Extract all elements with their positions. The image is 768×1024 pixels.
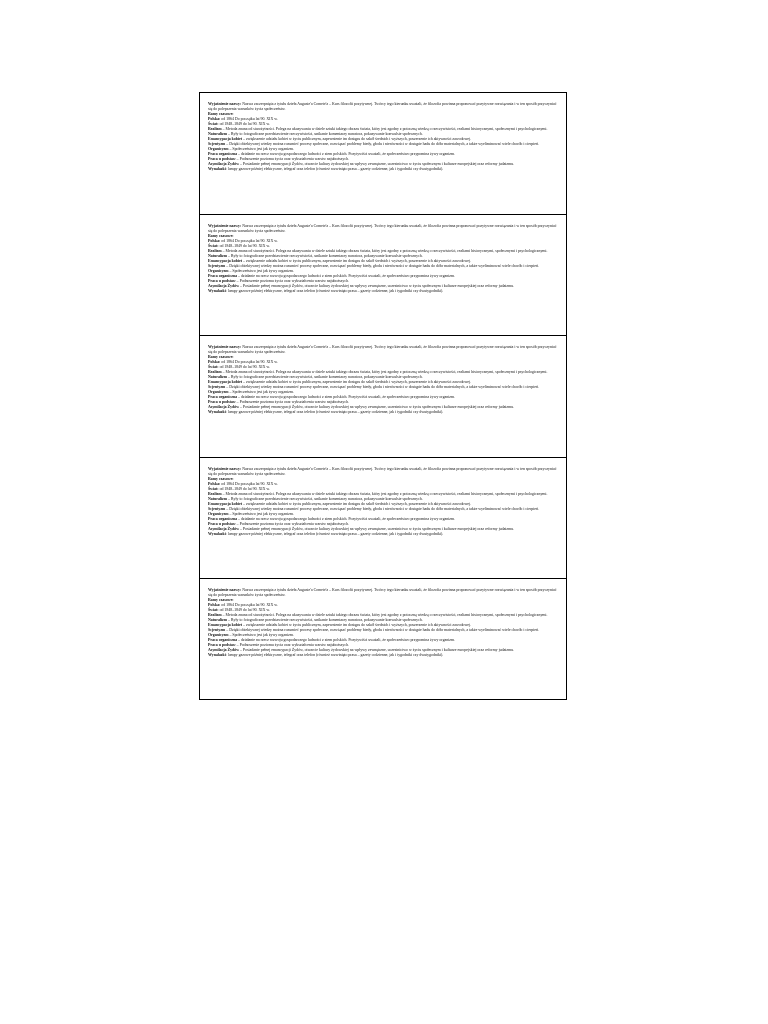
note-definition: – działanie na rzecz rozwoju gospodarczego ludności z ziem polskich. Pozytywiści uważali, że społeczeństwo przypomina żywy organizm. bbox=[237, 516, 456, 521]
note-term: Świat: bbox=[208, 486, 219, 491]
note-definition: – Podnoszenie poziomu życia oraz wykształcenia warstw najuboższych. bbox=[235, 278, 350, 283]
note-term: Polska: bbox=[208, 481, 221, 486]
note-term: Realizm bbox=[208, 370, 222, 375]
note-term: Praca u podstaw bbox=[208, 278, 236, 283]
note-term: Wyjaśnienie nazwy: bbox=[208, 588, 242, 593]
note-term: Polska: bbox=[208, 117, 221, 121]
note-term: Naturalizm bbox=[208, 375, 228, 380]
note-card bbox=[200, 215, 566, 337]
note-definition: – Dzięki obiektywnej wiedzy można rozumieć procesy społeczne, rozwiązać problemy biedy, głodu i nierówności w dostępie hadu do dóbr materialnych, a także wyeliminować wiele chorób i cierpień. bbox=[225, 628, 539, 633]
note-definition: – Posiadanie pełnej emancypacji Żydów, otwarcie kultury żydowskiej na wpływy zewnętrzne, uczestnictwo w życiu społecznym i kulturze europejskiej oraz reformy judaizmu. bbox=[239, 405, 515, 410]
note-definition: – Posiadanie pełnej emancypacji Żydów, otwarcie kultury żydowskiej na wpływy zewnętrzne, uczestnictwo w życiu społecznym i kulturze europejskiej oraz reformy judaizmu. bbox=[239, 648, 515, 653]
note-line bbox=[208, 224, 558, 234]
note-definition: Nazwa zaczerpnięta z tytułu dzieła Auguste'a Comete'a – Kurs filozofii pozytywnej. Twórcy tego kierunku uważali, że filozofia powinna proponować pozytywne rozwiązania i w ten sposób przyczyniać się do polepszenia warunków życia społeczeństw. bbox=[208, 102, 557, 111]
note-term: Wyjaśnienie nazwy: bbox=[208, 345, 242, 350]
note-term: Scjentyzm bbox=[208, 506, 226, 511]
note-term: Praca u podstaw bbox=[208, 157, 236, 161]
note-term: Realizm bbox=[208, 613, 222, 618]
note-term: Świat: bbox=[208, 365, 219, 370]
note-definition: – zwiększenie udziału kobiet w życiu publicznym, zapewnienie im dostępu do szkół średnich i wyższych, poszerzenie ich aktywności zawodowej. bbox=[242, 137, 472, 141]
note-term: Wyjaśnienie nazwy: bbox=[208, 466, 242, 471]
note-definition: od 1848–1849 do lat 90. XIX w. bbox=[218, 243, 270, 248]
note-definition: od 1848–1849 do lat 90. XIX w. bbox=[218, 486, 270, 491]
note-definition: od 1848–1849 do lat 90. XIX w. bbox=[218, 122, 270, 126]
note-definition: od 1864 Do początku lat 90. XIX w. bbox=[220, 238, 278, 243]
note-definition: – Społeczeństwo jest jak żywy organizm. bbox=[228, 268, 294, 273]
note-term: Scjentyzm bbox=[208, 628, 226, 633]
note-definition: : lampy gazowe później elektryczne, telegraf oraz telefon (również rozwinięto prasa – gazety codzienne, jak i tygodniki czy dwutygodniki). bbox=[225, 167, 444, 171]
note-term: Świat: bbox=[208, 608, 219, 613]
note-definition: – Posiadanie pełnej emancypacji Żydów, otwarcie kultury żydowskiej na wpływy zewnętrzne, uczestnictwo w życiu społecznym i kulturze europejskiej oraz reformy judaizmu. bbox=[239, 526, 515, 531]
note-term: Ramy czasowe: bbox=[208, 598, 234, 603]
note-definition: – Podnoszenie poziomu życia oraz wykształcenia warstw najuboższych. bbox=[235, 400, 350, 405]
note-definition: – Podnoszenie poziomu życia oraz wykształcenia warstw najuboższych. bbox=[235, 643, 350, 648]
note-definition: – Były to fotograficzne przedstawienie rzeczywistości, unikanie komentarzy narratora, pokazywanie konwulsie społecznych. bbox=[227, 253, 423, 258]
note-term: Wyjaśnienie nazwy: bbox=[208, 102, 242, 106]
note-term: Wyjaśnienie nazwy: bbox=[208, 223, 242, 228]
note-term: Asymilacja Żydów bbox=[208, 648, 240, 653]
note-term: Wynalazki bbox=[208, 288, 226, 293]
note-card bbox=[200, 336, 566, 458]
note-definition: – Społeczeństwo jest jak żywy organizm. bbox=[228, 511, 294, 516]
note-definition: Nazwa zaczerpnięta z tytułu dzieła Auguste'a Comete'a – Kurs filozofii pozytywnej. Twórcy tego kierunku uważali, że filozofia powinna proponować pozytywne rozwiązania i w ten sposób przyczyniać się do polepszenia warunków życia społeczeństw. bbox=[208, 345, 557, 355]
note-term: Realizm bbox=[208, 491, 222, 496]
note-term: Polska: bbox=[208, 603, 221, 608]
note-definition: Nazwa zaczerpnięta z tytułu dzieła Auguste'a Comete'a – Kurs filozofii pozytywnej. Twórcy tego kierunku uważali, że filozofia powinna proponować pozytywne rozwiązania i w ten sposób przyczyniać się do polepszenia warunków życia społeczeństw. bbox=[208, 223, 557, 233]
note-term: Naturalizm bbox=[208, 496, 228, 501]
note-term: Realizm bbox=[208, 127, 222, 131]
note-term: Wynalazki bbox=[208, 410, 226, 415]
note-definition: – Dzięki obiektywnej wiedzy można rozumieć procesy społeczne, rozwiązać problemy biedy, głodu i nierówności w dostępie hadu do dóbr materialnych, a także wyeliminować wiele chorób i cierpień. bbox=[225, 142, 539, 146]
note-term: Asymilacja Żydów bbox=[208, 405, 240, 410]
note-definition: – Dzięki obiektywnej wiedzy można rozumieć procesy społeczne, rozwiązać problemy biedy, głodu i nierówności w dostępie hadu do dóbr materialnych, a także wyeliminować wiele chorób i cierpień. bbox=[225, 506, 539, 511]
note-definition: – zwiększenie udziału kobiet w życiu publicznym, zapewnienie im dostępu do szkół średnich i wyższych, poszerzenie ich aktywności zawodowej. bbox=[242, 258, 472, 263]
note-term: Organicyzm bbox=[208, 147, 229, 151]
note-line bbox=[208, 102, 558, 112]
note-term: Ramy czasowe: bbox=[208, 355, 234, 360]
note-term: Emancypacja kobiet bbox=[208, 258, 243, 263]
note-term: Scjentyzm bbox=[208, 142, 226, 146]
note-definition: od 1848–1849 do lat 90. XIX w. bbox=[218, 608, 270, 613]
note-definition: – Metoda znana od starożytności. Polega na ukazywaniu w dziele sztuki takiego obrazu świata, który jest zgodny z potoczną wiedzą o rzeczywistości, realiami historycznymi, społecznymi i psychologicznymi. bbox=[221, 248, 548, 253]
note-term: Polska: bbox=[208, 238, 221, 243]
note-definition: – Były to fotograficzne przedstawienie rzeczywistości, unikanie komentarzy narratora, pokazywanie konwulsie społecznych. bbox=[227, 375, 423, 380]
note-line bbox=[208, 345, 558, 355]
note-line bbox=[208, 588, 558, 598]
note-term: Wynalazki bbox=[208, 531, 226, 536]
note-line bbox=[208, 167, 558, 172]
note-definition: – Dzięki obiektywnej wiedzy można rozumieć procesy społeczne, rozwiązać problemy biedy, głodu i nierówności w dostępie hadu do dóbr materialnych, a także wyeliminować wiele chorób i cierpień. bbox=[225, 263, 539, 268]
note-term: Scjentyzm bbox=[208, 263, 226, 268]
note-definition: od 1864 Do początku lat 90. XIX w. bbox=[220, 117, 278, 121]
note-term: Asymilacja Żydów bbox=[208, 283, 240, 288]
note-definition: – działanie na rzecz rozwoju gospodarczego ludności z ziem polskich. Pozytywiści uważali, że społeczeństwo przypomina żywy organizm. bbox=[237, 152, 456, 156]
note-definition: – Były to fotograficzne przedstawienie rzeczywistości, unikanie komentarzy narratora, pokazywanie konwulsie społecznych. bbox=[227, 618, 423, 623]
note-term: Ramy czasowe: bbox=[208, 233, 234, 238]
note-term: Polska: bbox=[208, 360, 221, 365]
note-term: Świat: bbox=[208, 243, 219, 248]
note-definition: – zwiększenie udziału kobiet w życiu publicznym, zapewnienie im dostępu do szkół średnich i wyższych, poszerzenie ich aktywności zawodowej. bbox=[242, 380, 472, 385]
note-definition: – Metoda znana od starożytności. Polega na ukazywaniu w dziele sztuki takiego obrazu świata, który jest zgodny z potoczną wiedzą o rzeczywistości, realiami historycznymi, społecznymi i psychologicznymi. bbox=[221, 613, 548, 618]
note-card bbox=[200, 579, 566, 701]
note-definition: – Były to fotograficzne przedstawienie rzeczywistości, unikanie komentarzy narratora, pokazywanie konwulsie społecznych. bbox=[227, 496, 423, 501]
note-term: Asymilacja Żydów bbox=[208, 162, 240, 166]
note-term: Emancypacja kobiet bbox=[208, 137, 243, 141]
note-term: Naturalizm bbox=[208, 618, 228, 623]
note-term: Organicyzm bbox=[208, 511, 229, 516]
note-definition: – działanie na rzecz rozwoju gospodarczego ludności z ziem polskich. Pozytywiści uważali, że społeczeństwo przypomina żywy organizm. bbox=[237, 273, 456, 278]
note-definition: – Metoda znana od starożytności. Polega na ukazywaniu w dziele sztuki takiego obrazu świata, który jest zgodny z potoczną wiedzą o rzeczywistości, realiami historycznymi, społecznymi i psychologicznymi. bbox=[221, 370, 548, 375]
note-term: Naturalizm bbox=[208, 253, 228, 258]
note-definition: : lampy gazowe później elektryczne, telegraf oraz telefon (również rozwinięto prasa – gazety codzienne, jak i tygodniki czy dwutygodniki). bbox=[225, 653, 444, 658]
note-card bbox=[200, 93, 566, 215]
note-definition: – Podnoszenie poziomu życia oraz wykształcenia warstw najuboższych. bbox=[235, 521, 350, 526]
note-definition: – Były to fotograficzne przedstawienie rzeczywistości, unikanie komentarzy narratora, pokazywanie konwulsie społecznych. bbox=[227, 132, 423, 136]
note-term: Praca u podstaw bbox=[208, 400, 236, 405]
note-term: Realizm bbox=[208, 248, 222, 253]
note-term: Wynalazki bbox=[208, 167, 226, 171]
note-definition: – zwiększenie udziału kobiet w życiu publicznym, zapewnienie im dostępu do szkół średnich i wyższych, poszerzenie ich aktywności zawodowej. bbox=[242, 623, 472, 628]
note-definition: : lampy gazowe później elektryczne, telegraf oraz telefon (również rozwinięto prasa – gazety codzienne, jak i tygodniki czy dwutygodniki). bbox=[225, 288, 444, 293]
document-page bbox=[199, 92, 567, 700]
note-term: Scjentyzm bbox=[208, 385, 226, 390]
note-definition: – Społeczeństwo jest jak żywy organizm. bbox=[228, 147, 294, 151]
note-definition: – działanie na rzecz rozwoju gospodarczego ludności z ziem polskich. Pozytywiści uważali, że społeczeństwo przypomina żywy organizm. bbox=[237, 395, 456, 400]
note-definition: – działanie na rzecz rozwoju gospodarczego ludności z ziem polskich. Pozytywiści uważali, że społeczeństwo przypomina żywy organizm. bbox=[237, 638, 456, 643]
note-definition: – Metoda znana od starożytności. Polega na ukazywaniu w dziele sztuki takiego obrazu świata, który jest zgodny z potoczną wiedzą o rzeczywistości, realiami historycznymi, społecznymi i psychologicznymi. bbox=[221, 491, 548, 496]
note-card bbox=[200, 458, 566, 580]
note-line bbox=[208, 532, 558, 537]
note-term: Emancypacja kobiet bbox=[208, 501, 243, 506]
note-line bbox=[208, 410, 558, 415]
note-term: Asymilacja Żydów bbox=[208, 526, 240, 531]
note-definition: – Posiadanie pełnej emancypacji Żydów, otwarcie kultury żydowskiej na wpływy zewnętrzne, uczestnictwo w życiu społecznym i kulturze europejskiej oraz reformy judaizmu. bbox=[239, 283, 515, 288]
note-term: Ramy czasowe: bbox=[208, 476, 234, 481]
note-term: Świat: bbox=[208, 122, 219, 126]
note-definition: od 1864 Do początku lat 90. XIX w. bbox=[220, 360, 278, 365]
note-term: Organicyzm bbox=[208, 268, 229, 273]
note-definition: – Metoda znana od starożytności. Polega na ukazywaniu w dziele sztuki takiego obrazu świata, który jest zgodny z potoczną wiedzą o rzeczywistości, realiami historycznymi, społecznymi i psychologicznymi. bbox=[221, 127, 548, 131]
note-definition: – Dzięki obiektywnej wiedzy można rozumieć procesy społeczne, rozwiązać problemy biedy, głodu i nierówności w dostępie hadu do dóbr materialnych, a także wyeliminować wiele chorób i cierpień. bbox=[225, 385, 539, 390]
note-definition: Nazwa zaczerpnięta z tytułu dzieła Auguste'a Comete'a – Kurs filozofii pozytywnej. Twórcy tego kierunku uważali, że filozofia powinna proponować pozytywne rozwiązania i w ten sposób przyczyniać się do polepszenia warunków życia społeczeństw. bbox=[208, 588, 557, 598]
note-term: Ramy czasowe: bbox=[208, 112, 234, 116]
note-definition: od 1848–1849 do lat 90. XIX w. bbox=[218, 365, 270, 370]
note-term: Praca organiczna bbox=[208, 638, 238, 643]
note-line bbox=[208, 653, 558, 658]
note-definition: : lampy gazowe później elektryczne, telegraf oraz telefon (również rozwinięto prasa – gazety codzienne, jak i tygodniki czy dwutygodniki). bbox=[225, 410, 444, 415]
note-term: Wynalazki bbox=[208, 653, 226, 658]
note-term: Praca u podstaw bbox=[208, 643, 236, 648]
note-term: Emancypacja kobiet bbox=[208, 380, 243, 385]
note-definition: Nazwa zaczerpnięta z tytułu dzieła Auguste'a Comete'a – Kurs filozofii pozytywnej. Twórcy tego kierunku uważali, że filozofia powinna proponować pozytywne rozwiązania i w ten sposób przyczyniać się do polepszenia warunków życia społeczeństw. bbox=[208, 466, 557, 476]
note-term: Naturalizm bbox=[208, 132, 228, 136]
note-definition: od 1864 Do początku lat 90. XIX w. bbox=[220, 481, 278, 486]
note-definition: – Podnoszenie poziomu życia oraz wykształcenia warstw najuboższych. bbox=[235, 157, 350, 161]
note-term: Praca u podstaw bbox=[208, 521, 236, 526]
note-term: Praca organiczna bbox=[208, 516, 238, 521]
note-definition: – Posiadanie pełnej emancypacji Żydów, otwarcie kultury żydowskiej na wpływy zewnętrzne, uczestnictwo w życiu społecznym i kulturze europejskiej oraz reformy judaizmu. bbox=[239, 162, 515, 166]
note-line bbox=[208, 289, 558, 294]
note-term: Organicyzm bbox=[208, 390, 229, 395]
note-definition: : lampy gazowe później elektryczne, telegraf oraz telefon (również rozwinięto prasa – gazety codzienne, jak i tygodniki czy dwutygodniki). bbox=[225, 531, 444, 536]
note-term: Praca organiczna bbox=[208, 152, 238, 156]
note-definition: od 1864 Do początku lat 90. XIX w. bbox=[220, 603, 278, 608]
note-definition: – zwiększenie udziału kobiet w życiu publicznym, zapewnienie im dostępu do szkół średnich i wyższych, poszerzenie ich aktywności zawodowej. bbox=[242, 501, 472, 506]
note-definition: – Społeczeństwo jest jak żywy organizm. bbox=[228, 390, 294, 395]
note-term: Emancypacja kobiet bbox=[208, 623, 243, 628]
note-term: Praca organiczna bbox=[208, 395, 238, 400]
note-term: Praca organiczna bbox=[208, 273, 238, 278]
note-definition: – Społeczeństwo jest jak żywy organizm. bbox=[228, 633, 294, 638]
note-term: Organicyzm bbox=[208, 633, 229, 638]
note-line bbox=[208, 467, 558, 477]
